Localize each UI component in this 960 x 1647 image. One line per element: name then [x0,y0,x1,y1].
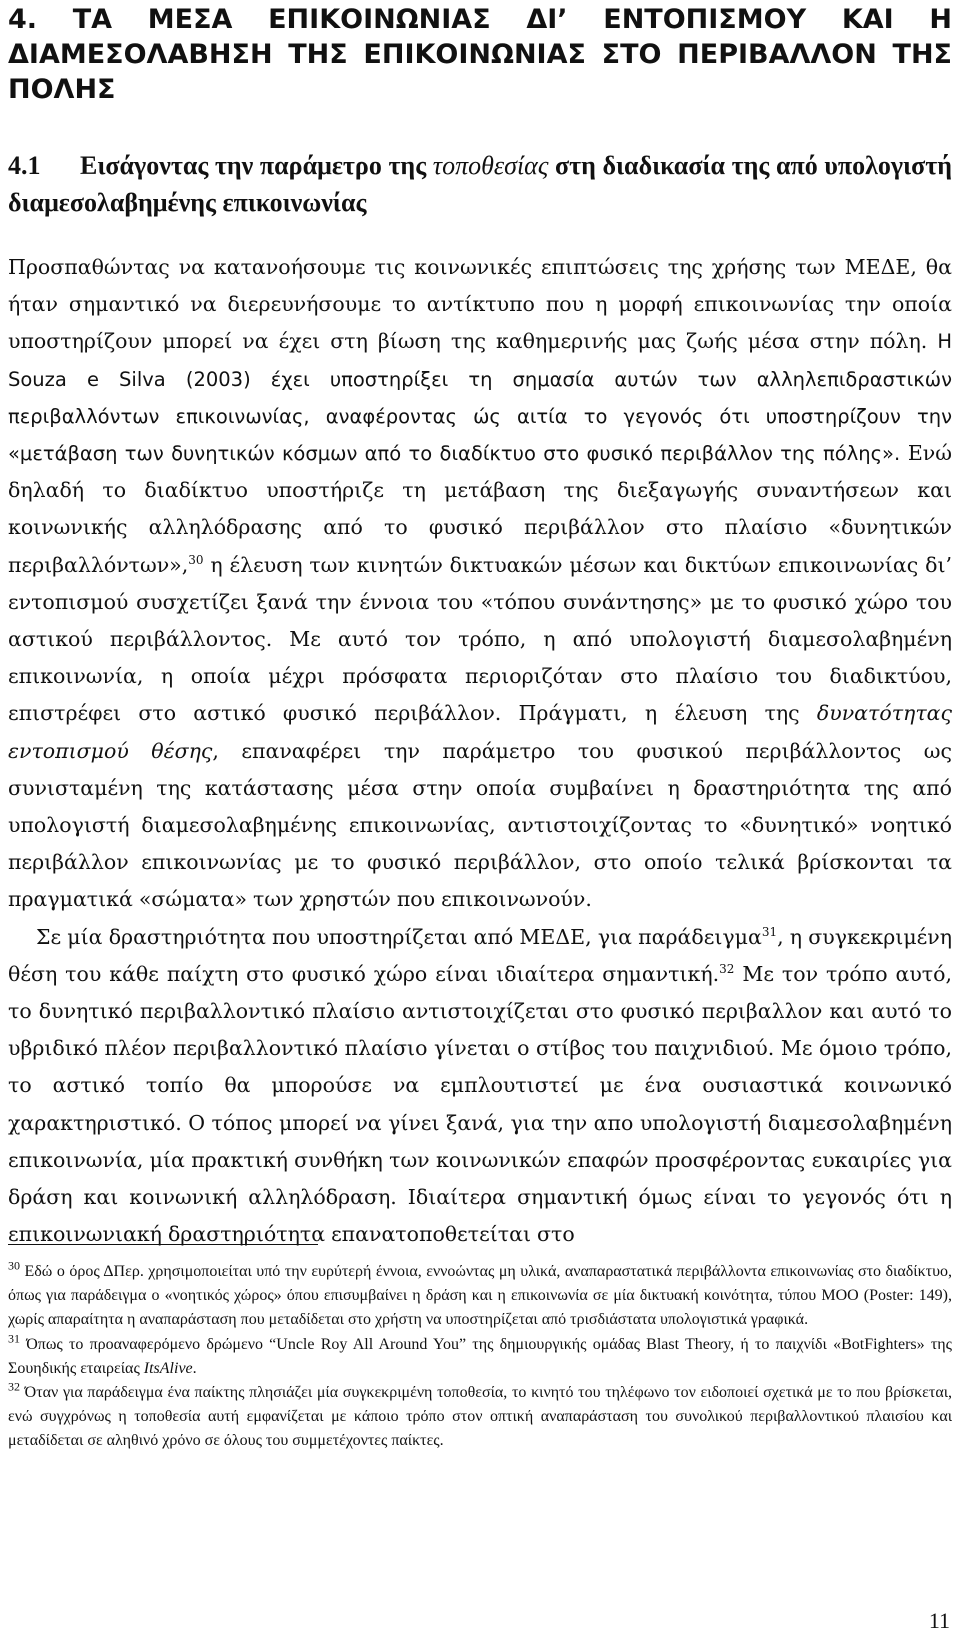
section-title [8,147,952,221]
footnote-ref-30[interactable]: 30 [188,552,204,567]
footnote-number-30: 30 [8,1258,20,1273]
footnote-32-text: Όταν για παράδειγμα ένα παίκτης πλησιάζει μία συγκεκριμένη τοποθεσία, το κινητό του τηλέφωνο τον ειδοποιεί σχετικά με το που βρίσκεται, ενώ συγχρόνως η τοποθεσία αυτή εμφανίζεται με κάποιο τρόπο στον οπτική αναπαράσταση του συνολικού περιβαλλοντικού πλαισίου και μεταδίδεται σε αληθινό χρόνο σε όλους του συμμετέχοντες παίκτες. [8,1384,952,1450]
footnote-30 [8,1260,952,1333]
footnote-31-end: . [192,1359,197,1377]
page-number: 11 [928,1608,950,1633]
paragraph1-text-1: Προσπαθώντας να κατανοήσουμε τις κοινωνικές επιπτώσεις της χρήσης των ΜΕΔΕ, θα ήταν σημαντικό να διερευνήσουμε το αντίκτυπο που η μορφή επικοινωνίας την οποία υποστηρίζουν μπορεί να έχει στη βίωση της καθημερινής μας ζωής μέσα στην πόλη. [8,255,952,354]
footnote-number-32: 32 [8,1379,20,1394]
footnote-30-text: Εδώ ο όρος ΔΠερ. χρησιμοποιείται υπό την ευρύτερή έννοια, εννοώντας μη υλικά, αναπαραστατικά περιβάλλοντα επικοινωνίας στο διαδίκτυο, όπως για παράδειγμα ο «νοητικός χώρος» όπου επισυμβαίνει η δράση και η επικοινωνία σε μία δικτυακή κοινότητα, τύπου MOO (Poster: 149), χωρίς απαραίτητα η αναπαράσταση που μεταδίδεται στο χρήστη να υποστηρίζεται από τρισδιάστατα υπολογιστικά γραφικά. [8,1263,952,1329]
footnote-ref-31[interactable]: 31 [761,924,778,939]
body-paragraph-2 [8,919,952,1254]
section-number: 4.1 [8,151,41,180]
paragraph1-text-5: , επαναφέρει την παράμετρο του φυσικού περιβάλλοντος ως συνισταμένη της κατάστασης μέσα στην οποία συμβαίνει η δραστηριότητα της από υπολογιστή διαμεσολαβημένης επικοινωνίας, αντιστοιχίζοντας το «δυνητικό» νοητικό περιβάλλον επικοινωνίας με το φυσικό περιβάλλον, στο οποίο τελικά βρίσκονται τα πραγματικά «σώματα» των χρηστών που επικοινωνούν. [8,738,952,912]
paragraph2-text-1: Σε μία δραστηριότητα που υποστηρίζεται από ΜΕΔΕ, για παράδειγμα [36,924,762,949]
paragraph2-text-3: Με τον τρόπο αυτό, το δυνητικό περιβαλλοντικό πλαίσιο αντιστοιχίζεται στο φυσικό περιβαλλον και αυτό το υβριδικό πλέον περιβαλλοντικό πλαίσιο γίνεται ο στίβος του παιχνιδιού. Με όμοιο τρόπο, το αστικό τοπίο θα μπορούσε να εμπλουτιστεί με ένα ουσιαστικά κοινωνικό χαρακτηριστικό. Ο τόπος μπορεί να γίνει ξανά, για την απο υπολογιστή διαμεσολαβημένη επικοινωνία, μία πρακτική συνθήκη των κοινωνικών επαφών προσφέροντας ευκαιρίες για δράση και κοινωνική αλληλόδραση. Ιδιαίτερα σημαντική όμως είναι το γεγονός ότι η επικοινωνιακή δραστηριότητα επανατοποθετείται στο [8,961,952,1247]
footnote-31-italic: ItsAlive [143,1359,193,1377]
paragraph2-text-2: , η συγκεκριμένη θέση του κάθε παίχτη στο φυσικό χώρο είναι ιδιαίτερα σημαντική. [8,924,953,986]
footnote-31-text: Όπως το προαναφερόμενο δρώμενο “Uncle Roy All Around You” της δημιουργικής ομάδας Blast Theory, ή το παιχνίδι «BotFighters» της Σουηδικής εταιρείας [8,1335,952,1377]
paragraph1-text-4: η έλευση των κινητών δικτυακών μέσων και δικτύων επικοινωνίας δι’ εντοπισμού συσχετίζει ξανά την έννοια του «τόπου συνάντησης» με το φυσικό χώρο του αστικού περιβάλλοντος. Με αυτό τον τρόπο, η από υπολογιστή διαμεσολαβημένη επικοινωνία, η οποία μέχρι πρόσφατα περιοριζόταν στο πλαίσιο του διαδικτύου, επιστρέφει στο αστικό φυσικό περιβάλλον. Πράγματι, η έλευση της [8,552,952,726]
section-title-part2: στη διαδικασία της από υπολογιστή διαμεσολαβημένης επικοινωνίας [8,151,952,217]
paragraph1-italic-phrase: δυνατότητας εντοπισμού θέσης [8,701,952,763]
footnote-ref-32[interactable]: 32 [719,962,735,977]
section-title-italic: τοποθεσίας [432,151,549,180]
paragraph1-text-3: Ενώ δηλαδή το διαδίκτυο υποστήριζε τη μετάβαση της διεξαγωγής συναντήσεων και κοινωνικής αλληλόδρασης από το φυσικό περιβάλλον στο πλαίσιο «δυνητικών περιβαλλόντων», [8,441,952,577]
paragraph1-text-2: Η Souza e Silva (2003) έχει υποστηρίξει τη σημασία αυτών των αλληλεπιδραστικών περιβαλλόντων επικοινωνίας, αναφέροντας ώς αιτία το γεγονός ότι υποστηρίζουν την «μετάβαση των δυνητικών κόσμων από το διαδίκτυο στο φυσικό περιβάλλον της πόλης». [8,330,952,466]
section-title-part1: Εισάγοντας την παράμετρο της [80,151,433,180]
document-page [8,0,952,1253]
footnote-divider [8,1244,318,1245]
footnote-32 [8,1381,952,1454]
footnote-31 [8,1333,952,1381]
footnote-number-31: 31 [8,1331,20,1346]
chapter-title: 4. ΤΑ ΜΕΣΑ ΕΠΙΚΟΙΝΩΝΙΑΣ ΔΙ’ ΕΝΤΟΠΙΣΜΟΥ ΚΑΙ Η ΔΙΑΜΕΣΟΛΑΒΗΣΗ ΤΗΣ ΕΠΙΚΟΙΝΩΝΙΑΣ ΣΤΟ ΠΕΡΙΒΑΛΛΟΝ ΤΗΣ ΠΟΛΗΣ [8,4,952,105]
body-paragraph-1 [8,249,952,919]
footnotes [8,1260,952,1454]
